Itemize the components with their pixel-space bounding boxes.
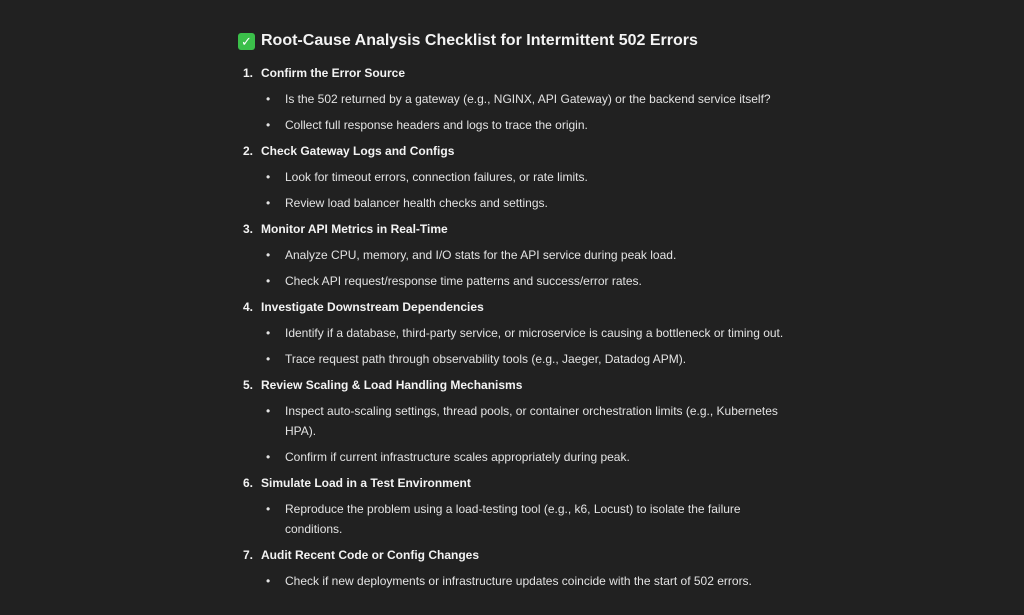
checklist-step — [238, 297, 798, 369]
bullet-text: Reproduce the problem using a load-testing tool (e.g., k6, Locust) to isolate the failure conditions. — [285, 502, 741, 536]
checklist-step — [238, 545, 798, 591]
check-mark-button-icon: ✓ — [238, 33, 255, 50]
bullet-text: Check API request/response time patterns and success/error rates. — [285, 274, 642, 288]
checklist-title: Root-Cause Analysis Checklist for Intermittent 502 Errors — [261, 32, 698, 49]
bullet-dot-icon: • — [266, 196, 271, 210]
bullet-item — [238, 271, 798, 291]
bullet-dot-icon: • — [266, 352, 271, 366]
checklist-step — [238, 141, 798, 213]
checklist-step — [238, 63, 798, 135]
bullet-text: Is the 502 returned by a gateway (e.g., NGINX, API Gateway) or the backend service itself? — [285, 92, 771, 106]
bullet-item — [238, 115, 798, 135]
step-title — [238, 545, 798, 565]
bullet-dot-icon: • — [266, 118, 271, 132]
step-bullets — [238, 571, 798, 591]
checklist-steps — [238, 63, 798, 591]
bullet-item — [238, 499, 798, 539]
bullet-item — [238, 193, 798, 213]
bullet-text: Check if new deployments or infrastructure updates coincide with the start of 502 errors. — [285, 574, 752, 588]
bullet-item — [238, 401, 798, 441]
checklist-step — [238, 375, 798, 467]
step-bullets — [238, 401, 798, 467]
bullet-text: Collect full response headers and logs to trace the origin. — [285, 118, 588, 132]
bullet-dot-icon: • — [266, 274, 271, 288]
step-bullets — [238, 499, 798, 539]
bullet-dot-icon: • — [266, 326, 271, 340]
step-number: 2. — [243, 144, 254, 158]
bullet-dot-icon: • — [266, 574, 271, 588]
bullet-item — [238, 349, 798, 369]
bullet-text: Inspect auto-scaling settings, thread pools, or container orchestration limits (e.g., Kubernetes HPA). — [285, 404, 778, 438]
step-bullets — [238, 245, 798, 291]
bullet-text: Identify if a database, third-party service, or microservice is causing a bottleneck or timing out. — [285, 326, 784, 340]
bullet-item — [238, 89, 798, 109]
step-title — [238, 63, 798, 83]
step-title — [238, 375, 798, 395]
step-number: 4. — [243, 300, 254, 314]
checklist-heading — [238, 30, 798, 52]
bullet-dot-icon: • — [266, 404, 271, 418]
bullet-item — [238, 323, 798, 343]
step-number: 3. — [243, 222, 254, 236]
step-bullets — [238, 89, 798, 135]
bullet-dot-icon: • — [266, 450, 271, 464]
step-title-text: Monitor API Metrics in Real-Time — [261, 222, 448, 236]
bullet-item — [238, 571, 798, 591]
bullet-text: Review load balancer health checks and settings. — [285, 196, 548, 210]
step-bullets — [238, 167, 798, 213]
step-title — [238, 297, 798, 317]
bullet-text: Confirm if current infrastructure scales appropriately during peak. — [285, 450, 630, 464]
step-bullets — [238, 323, 798, 369]
bullet-item — [238, 167, 798, 187]
step-number: 7. — [243, 548, 254, 562]
step-title — [238, 473, 798, 493]
step-title-text: Check Gateway Logs and Configs — [261, 144, 455, 158]
step-title — [238, 219, 798, 239]
bullet-dot-icon: • — [266, 502, 271, 516]
bullet-item — [238, 447, 798, 467]
step-title-text: Confirm the Error Source — [261, 66, 406, 80]
checklist-step — [238, 473, 798, 539]
step-title-text: Audit Recent Code or Config Changes — [261, 548, 480, 562]
step-number: 5. — [243, 378, 254, 392]
bullet-text: Look for timeout errors, connection failures, or rate limits. — [285, 170, 588, 184]
bullet-text: Analyze CPU, memory, and I/O stats for the API service during peak load. — [285, 248, 677, 262]
step-number: 6. — [243, 476, 254, 490]
checklist-step — [238, 219, 798, 291]
step-number: 1. — [243, 66, 254, 80]
message-content — [238, 30, 798, 597]
step-title-text: Simulate Load in a Test Environment — [261, 476, 471, 490]
step-title — [238, 141, 798, 161]
bullet-text: Trace request path through observability tools (e.g., Jaeger, Datadog APM). — [285, 352, 687, 366]
step-title-text: Review Scaling & Load Handling Mechanisms — [261, 378, 523, 392]
bullet-dot-icon: • — [266, 92, 271, 106]
step-title-text: Investigate Downstream Dependencies — [261, 300, 484, 314]
bullet-dot-icon: • — [266, 248, 271, 262]
bullet-dot-icon: • — [266, 170, 271, 184]
bullet-item — [238, 245, 798, 265]
